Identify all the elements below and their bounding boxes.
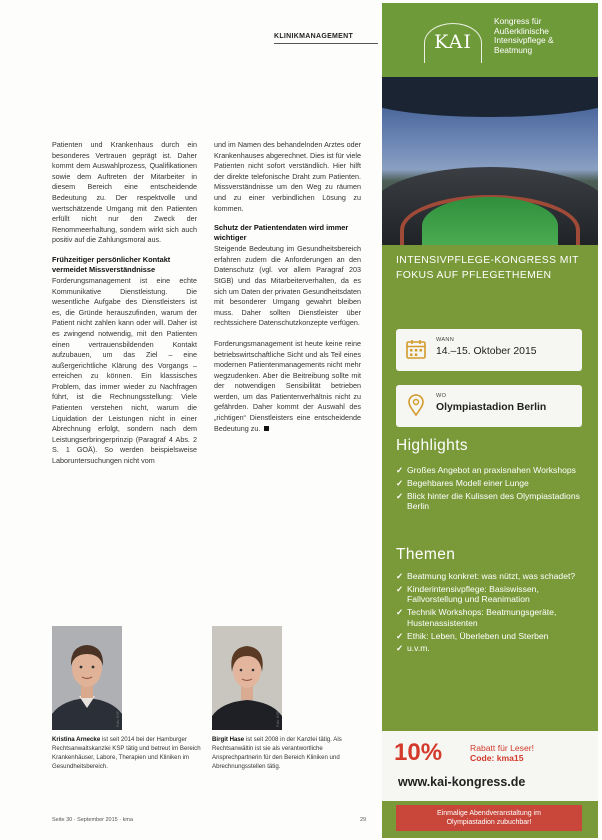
checkmark-icon: ✓ xyxy=(396,643,404,654)
congress-title: Kongress für Außerklinische Intensivpflege & Beatmung xyxy=(494,16,554,55)
location-pin-icon xyxy=(405,394,427,416)
author-photo-1 xyxy=(52,626,122,730)
ad-header xyxy=(382,3,598,81)
location-value: Olympiastadion Berlin xyxy=(436,402,547,413)
event-date-card xyxy=(396,329,582,371)
kai-congress-advertisement[interactable] xyxy=(382,3,598,838)
article-paragraph: und im Namen des behandelnden Arztes oder Krankenhauses abgerechnet. Dies ist für viele Patienten nicht sofort verständlich. Hier hilft der direkte telefonische Draht zum Patienten. Missverständnisse um den Weg zu räumen und zu einer verbindlichen Lösung zu kommen. xyxy=(214,140,361,213)
article-paragraph: Patienten und Krankenhaus durch ein besonderes Vertrauen geprägt ist. Daher kommt dem Auswahlprozess, Qualifikationen sowie dem Auftreten der Mitarbeiter in diesem Bereich eine entscheidende Bedeutung zu. Der respektvolle und wertschätzende Umgang mit den Patienten erfüllt nicht nur den Zweck der Renommeerhaltung, sondern wirkt sich auch positiv auf die Zahlungsmoral aus. xyxy=(52,140,197,245)
stadium-roof xyxy=(382,77,598,117)
promo-line-1: Rabatt für Leser! xyxy=(470,743,535,753)
date-label: WANN xyxy=(436,337,455,343)
photo-credit: Foto: KSP xyxy=(116,711,120,727)
author-caption-1 xyxy=(52,735,202,771)
logo-text: KAI xyxy=(434,31,472,53)
checkmark-icon: ✓ xyxy=(396,490,404,501)
article-subheading: Frühzeitiger persönlicher Kontakt vermeidet Missverständnisse xyxy=(52,254,171,274)
evening-event-banner xyxy=(396,805,582,831)
page-number: 29 xyxy=(360,817,367,823)
article-column-middle xyxy=(214,140,361,434)
headline-line-2: FOKUS AUF PFLEGETHEMEN xyxy=(396,270,552,281)
article-column-left xyxy=(52,140,197,467)
article-paragraph: Steigende Bedeutung im Gesundheitsbereich erfahren zudem die Anforderungen an den Datenschutz (vgl. vor allem Paragraf 203 StGB) und das Mitarbeiterverhalten, da es sich um Daten der privaten Gesundheitsdaten mit besonderer Umgang gewahrt bleiben muss. Daher sollten Dienstleister über rechtssichere Datenschutzkonzepte verfügen. xyxy=(214,244,361,328)
congress-website-link[interactable]: www.kai-kongress.de xyxy=(398,775,526,789)
list-item: ✓ Blick hinter die Kulissen des Olympiastadions Berlin xyxy=(396,490,580,512)
checkmark-icon: ✓ xyxy=(396,477,404,488)
kai-logo xyxy=(422,23,484,63)
article-paragraph: Forderungsmanagement ist eine echte Kommunikative Dienstleistung. Die wesentliche Aufgabe des Dienstleisters ist es, die Gründe herauszufinden, warum der Patient nicht zahlen kann oder will. Daher ist es zwingend notwendig, mit den Patienten einen vertrauensbildenden Kontakt aufzubauen, um das Ziel – eine außergerichtliche Klärung des Vorgangs – erreichen zu können. Ein klassisches Problem, das immer wieder zu Nachfragen führt, ist die Rechnungsstellung: Viele Patienten verstehen nicht, warum die Liquidation der Leistungen nicht in einer Abrechnung erfolgt, sondern nach dem Leistungserbringerprinzip (Paragraf 4 Abs. 2 S. 1 GOÄ). So werden beispielsweise Laboruntersuchungen nicht vom xyxy=(52,275,197,466)
article-paragraph-final: Forderungsmanagement ist heute keine reine betriebswirtschaftliche Sicht und als Teil eines modernen Patientenmanagements nicht mehr wegzudenken. Aber die Beitreibung sollte mit der notwendigen Sensibilität betrieben werden, um das Patientenverhältnis nicht zu gefährden. Daher kommt der Auswahl des „richtigen“ Dienstleisters eine entscheidende Bedeutung zu. xyxy=(214,338,361,433)
author-name: Kristina Arnecke xyxy=(52,736,101,743)
highlights-title: Highlights xyxy=(396,437,469,454)
ad-headline xyxy=(396,253,592,283)
list-item: ✓ Kinderintensivpflege: Basiswissen, Fallvorstellung und Reanimation xyxy=(396,583,539,605)
list-item: ✓ Technik Workshops: Beatmungsgeräte, Hustenassistenten xyxy=(396,607,557,628)
author-bio: ist seit 2014 bei der Hamburger Rechtsanwaltskanzlei KSP tätig und betreut im Bereich Krankenhäuser, Labore, Therapien und Kliniken im Gesundheitsbereich. xyxy=(52,736,201,770)
discount-percent: 10% xyxy=(394,739,443,766)
list-item: ✓ Großes Angebot an praxisnahen Workshops xyxy=(396,465,576,475)
author-photo-2 xyxy=(212,626,282,730)
banner-line-1: Einmalige Abendveranstaltung im xyxy=(437,810,541,817)
stadium-image xyxy=(382,77,598,245)
promo-text xyxy=(470,743,534,764)
author-caption-2 xyxy=(212,735,362,771)
promo-code: Code: kma15 xyxy=(470,753,524,764)
author-name: Birgit Hase xyxy=(212,736,245,743)
event-location-card xyxy=(396,385,582,427)
highlights-list xyxy=(396,465,592,514)
section-header: KLINIKMANAGEMENT xyxy=(274,33,378,44)
promo-box xyxy=(382,731,598,801)
photo-credit: Foto: KSP xyxy=(276,711,280,727)
list-item: ✓ Beatmung konkret: was nützt, was schadet? xyxy=(396,571,576,581)
calendar-icon xyxy=(405,338,427,360)
location-label: WO xyxy=(436,393,447,399)
list-item: ✓ Begehbares Modell einer Lunge xyxy=(396,477,529,488)
headline-line-1: INTENSIVPFLEGE-KONGRESS MIT xyxy=(396,255,579,266)
list-item: ✓ u.v.m. xyxy=(396,643,430,654)
checkmark-icon: ✓ xyxy=(396,630,404,641)
article-end-mark xyxy=(264,426,269,431)
article-subheading: Schutz der Patientendaten wird immer wichtiger xyxy=(214,223,349,243)
checkmark-icon: ✓ xyxy=(396,571,404,581)
themen-title: Themen xyxy=(396,546,456,563)
banner-line-2: Olympiastadion zubuchbar! xyxy=(446,819,532,826)
checkmark-icon: ✓ xyxy=(396,465,404,475)
checkmark-icon: ✓ xyxy=(396,583,404,594)
themen-list xyxy=(396,571,592,656)
checkmark-icon: ✓ xyxy=(396,607,404,618)
author-bio: ist seit 2008 in der Kanzlei tätig. Als Rechtsanwältin ist sie als verantwortliche Ansprechpartnerin für den Bereich Kliniken und Abrechnungsstellen tätig. xyxy=(212,736,342,770)
list-item: ✓ Ethik: Leben, Überleben und Sterben xyxy=(396,630,549,641)
footer-left: Seite 30 · September 2015 · kma xyxy=(52,817,134,823)
date-value: 14.–15. Oktober 2015 xyxy=(436,346,537,357)
